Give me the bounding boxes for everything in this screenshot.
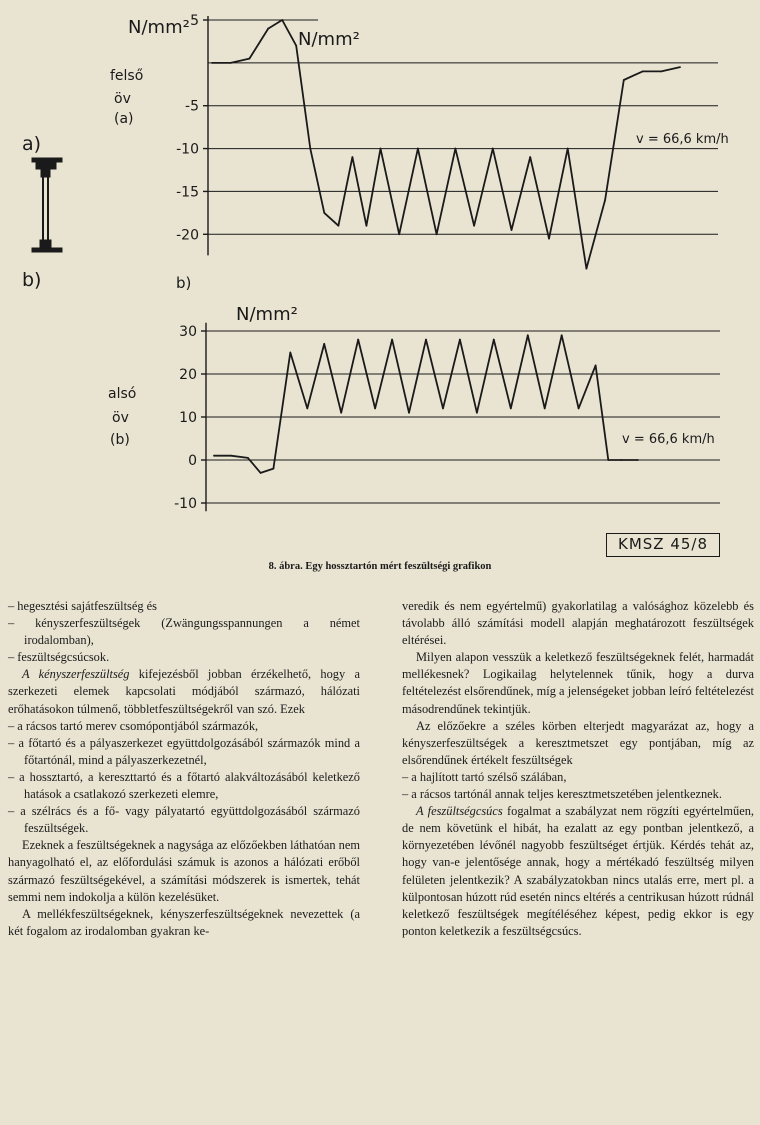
data-point <box>309 148 311 150</box>
stamp-text: KMSZ 45/8 <box>617 535 709 553</box>
data-point <box>260 472 262 474</box>
list-item: – a rácsos tartónál annak teljes keresztmetszetében jelentkeznek. <box>402 787 722 802</box>
data-point <box>604 199 606 201</box>
upper-speed-label: v = 66,6 km/h <box>636 132 729 147</box>
data-point <box>642 71 644 73</box>
data-point <box>272 468 274 470</box>
data-point <box>510 408 512 410</box>
data-point <box>337 225 339 227</box>
data-point <box>476 412 478 414</box>
list-item: – a hossztartó, a kereszttartó és a főtartó alakváltozásából keletkező hatások a csatlakozó szerkezeti elemre, <box>8 769 360 802</box>
text-column-left <box>8 598 360 940</box>
data-point <box>352 156 354 158</box>
data-point <box>473 225 475 227</box>
data-point <box>637 459 639 461</box>
stress-series-line <box>214 335 638 473</box>
upper-unit-top: N/mm² <box>128 17 190 38</box>
data-point <box>267 28 269 30</box>
data-point <box>340 412 342 414</box>
y-tick-label: -20 <box>176 227 199 244</box>
data-point <box>493 339 495 341</box>
data-point <box>295 45 297 47</box>
lower-unit: N/mm² <box>236 304 298 325</box>
data-point <box>511 229 513 231</box>
data-point <box>660 71 662 73</box>
figure-caption <box>0 561 760 572</box>
data-point <box>230 455 232 457</box>
list-item: – a hajlított tartó szélső szálában, <box>402 769 567 784</box>
lower-side-label-2: öv <box>112 410 129 426</box>
y-tick-label: 0 <box>188 453 197 469</box>
data-point <box>529 156 531 158</box>
paragraph: Milyen alapon vesszük a keletkező feszültségeknek felét, harmadát mellékesnek? Logikailag helytelennek tűnik, hogy a durva feltételezést elsőrendűnek, míg a jelenségeket jobban leíró feltételezést másodrendűnek tekintjük. <box>402 650 754 716</box>
data-point <box>561 334 563 336</box>
data-point <box>595 365 597 367</box>
data-point <box>374 408 376 410</box>
data-point <box>211 62 213 64</box>
data-point <box>425 339 427 341</box>
data-point <box>391 339 393 341</box>
stress-series-line <box>212 20 680 269</box>
data-point <box>408 412 410 414</box>
y-tick-label: 20 <box>179 367 197 383</box>
data-point <box>289 352 291 354</box>
caption-number: 8. ábra. <box>268 561 303 572</box>
text-column-right <box>402 598 754 940</box>
data-point <box>607 459 609 461</box>
list-item: – a főtartó és a pályaszerkezet együttdolgozásából származók mind a főtartónál, mind a pályaszerkezetnél, <box>8 735 360 767</box>
data-point <box>578 408 580 410</box>
data-point <box>454 148 456 150</box>
lower-side-label-1: alsó <box>108 386 137 402</box>
italic-term: A feszültségcsúcs <box>416 804 503 819</box>
beam-label-a: a) <box>22 133 42 155</box>
data-point <box>247 457 249 459</box>
data-point <box>357 339 359 341</box>
upper-side-label-3: (a) <box>114 111 134 127</box>
italic-term: A kényszerfeszültség <box>22 667 130 682</box>
paragraph: A mellékfeszültségeknek, kényszerfeszültségeknek nevezettek (a két fogalom az irodalomban gyakran ke- <box>8 906 360 938</box>
data-point <box>548 238 550 240</box>
beam-cross-section-icon <box>32 158 62 252</box>
data-point <box>459 339 461 341</box>
data-point <box>323 343 325 345</box>
upper-side-label-1: felső <box>110 68 144 84</box>
y-tick-label: -15 <box>176 184 199 201</box>
list-item: – hegesztési sajátfeszültség és <box>8 599 157 613</box>
caption-text: Egy hossztartón mért feszültségi grafikon <box>305 561 492 572</box>
data-point <box>492 148 494 150</box>
upper-panel-label: b) <box>176 274 192 292</box>
data-point <box>436 233 438 235</box>
data-point <box>527 334 529 336</box>
list-item: – kényszerfeszültségek (Zwängungsspannungen a német irodalomban), <box>8 616 360 648</box>
beam-label-b: b) <box>22 269 42 291</box>
list-item: – a rácsos tartó merev csomópontjából származók, <box>8 718 259 733</box>
lower-stress-chart <box>174 323 720 512</box>
lower-side-label-3: (b) <box>110 432 130 448</box>
paragraph: A feszültségcsúcs fogalmat a szabályzat nem rögzíti egyértelműen, de nem követünk el hibát, ha ezalatt az egy pontban jelentkező, a környezetében lévőnél nagyobb feszültséget értjük. Kérdés tehát az, hogy van-e jelentősége annak, hogy a mértékadó feszültség milyen felületen jelentkezik? A szabályzatokban nincs utalás erre, mert pl. a külpontosan húzott rúd esetén nincs eltérés a centrikusan húzott rúdnál keletkező feszültségek megítéléséhez képest, pedig ekkor is egy ponton keletkezik a feszültségcsúcs. <box>402 804 754 938</box>
data-point <box>442 408 444 410</box>
paragraph: Az előzőekre a széles körben elterjedt magyarázat az, hogy a kényszerfeszültségek a keresztmetszet egy pontjában, míg az elsőrendűnek értékelt feszültségek <box>402 718 754 767</box>
y-tick-label: 30 <box>179 324 197 340</box>
upper-unit-inner: N/mm² <box>298 29 360 50</box>
data-point <box>230 62 232 64</box>
data-point <box>213 455 215 457</box>
lower-speed-label: v = 66,6 km/h <box>622 432 715 447</box>
paragraph: Ezeknek a feszültségeknek a nagysága az előzőekben láthatóan nem hanyagolható el, az előfordulási számuk is azonos a hálózati erőből származó feszültségekével, a számítási módszerek is ismertek, tehát semmi nem indokolja a külön kezelésüket. <box>8 838 360 904</box>
data-point <box>323 212 325 214</box>
y-tick-label: -5 <box>185 98 199 115</box>
data-point <box>679 66 681 68</box>
y-tick-label: -10 <box>174 496 197 512</box>
data-point <box>306 408 308 410</box>
y-tick-label: 5 <box>190 13 199 29</box>
data-point <box>417 148 419 150</box>
data-point <box>380 148 382 150</box>
data-point <box>281 19 283 21</box>
data-point <box>623 79 625 81</box>
data-point <box>398 233 400 235</box>
data-point <box>567 148 569 150</box>
list-item: – feszültségcsúcsok. <box>8 650 110 665</box>
paragraph: veredik és nem egyértelmű) gyakorlatilag a valósághoz közelebb és távolabb álló számítási modell alapján meghatározott feszültségek eltérései. <box>402 599 754 648</box>
data-point <box>249 58 251 60</box>
upper-side-label-2: öv <box>114 91 131 107</box>
data-point <box>544 408 546 410</box>
y-tick-label: 10 <box>179 410 197 426</box>
data-point <box>620 459 622 461</box>
y-tick-label: -10 <box>176 141 199 158</box>
paragraph: A kényszerfeszültség kifejezésből jobban érzékelhető, hogy a szerkezeti elemek kapcsolati módjából származó, hálózati erőhatásokon túlmenő, többletfeszültségekről van szó. Ezek <box>8 667 360 716</box>
list-item: – a szélrács és a fő- vagy pályatartó együttdolgozásából származó feszültségek. <box>8 804 360 836</box>
data-point <box>366 225 368 227</box>
data-point <box>586 268 588 270</box>
stamp-box <box>606 533 720 557</box>
